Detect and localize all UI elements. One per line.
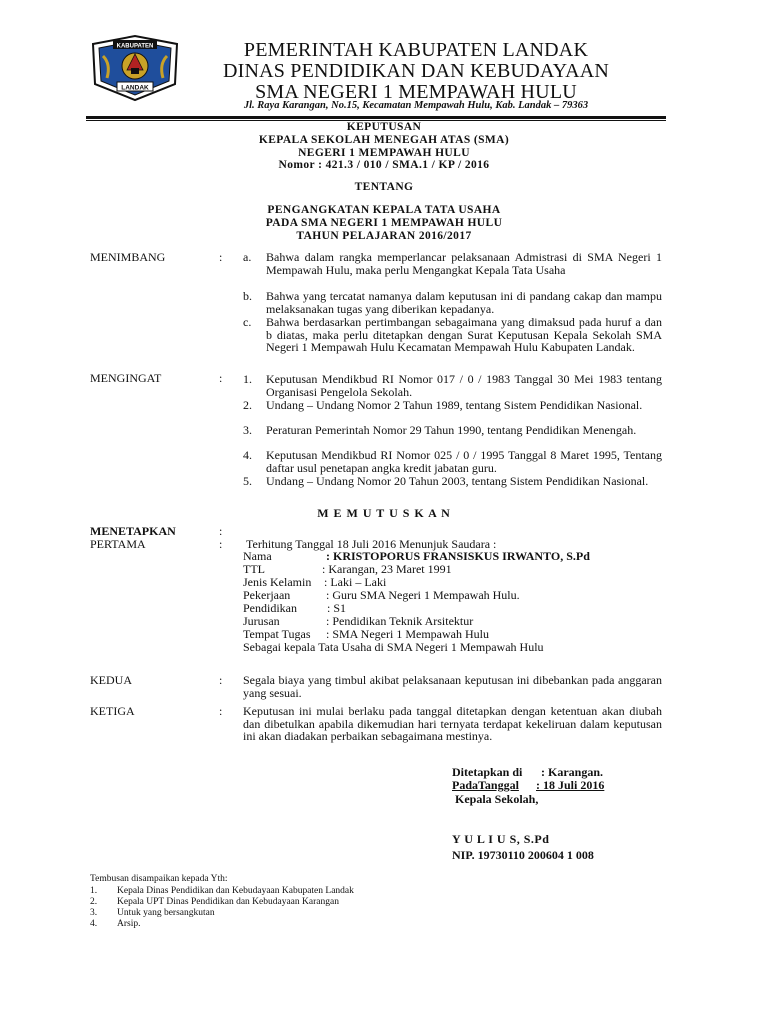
field-label-pekerjaan: Pekerjaan [243,588,291,602]
menimbang-marker-c: c. [243,315,252,329]
menimbang-marker-b: b. [243,289,252,303]
tembusan-marker-1: 1. [90,886,98,896]
mengingat-item-1: Keputusan Mendikbud RI Nomor 017 / 0 / 1983 Tanggal 30 Mei 1983 tentang Organisasi Pengelola Sekolah. [266,372,662,399]
signer-name: Y U L I U S, S.Pd [452,832,550,846]
subject-line-2: PADA SMA NEGERI 1 MEMPAWAH HULU [265,217,503,229]
menimbang-item-c: Bahwa berdasarkan pertimbangan sebagaimana yang dimaksud pada huruf a dan b diatas, maka perlu ditetapkan dengan Surat Keputusan Kepala Sekolah SMA Negeri 1 Mempawah Hulu Kecamatan Mempawah Hulu Kabupaten Landak. [266,315,662,355]
tembusan-marker-3: 3. [90,908,98,918]
tembusan-item-1: Kepala Dinas Pendidikan dan Kebudayaan Kabupaten Landak [117,886,354,896]
logo-top-text: KABUPATEN [116,43,154,50]
letterhead-divider-thick [86,116,666,119]
menimbang-colon: : [219,250,223,264]
mengingat-marker-5: 5. [243,474,252,488]
field-value-jenis-kelamin: : Laki – Laki [324,575,387,589]
tanggal-label: PadaTanggal [452,778,519,792]
letterhead-line-3: SMA NEGERI 1 MEMPAWAH HULU [255,81,577,103]
mengingat-item-3: Peraturan Pemerintah Nomor 29 Tahun 1990, tentang Pendidikan Menengah. [266,423,637,437]
field-label-pendidikan: Pendidikan [243,601,297,615]
logo-bottom-text: LANDAK [121,84,149,92]
letterhead-address: Jl. Raya Karangan, No.15, Kecamatan Mempawah Hulu, Kab. Landak – 79363 [243,100,589,111]
field-value-pendidikan: : S1 [327,601,347,615]
field-value-pekerjaan: : Guru SMA Negeri 1 Mempawah Hulu. [326,588,520,602]
mengingat-colon: : [219,371,223,385]
mengingat-marker-1: 1. [243,372,252,386]
decree-title: KEPUTUSAN [346,121,422,133]
tembusan-marker-2: 2. [90,897,98,907]
kedua-label: KEDUA [90,673,132,687]
mengingat-marker-4: 4. [243,448,252,462]
decree-number: Nomor : 421.3 / 010 / SMA.1 / KP / 2016 [278,159,490,171]
subject-line-1: PENGANGKATAN KEPALA TATA USAHA [267,204,501,216]
pertama-label: PERTAMA [90,537,146,551]
field-label-jenis-kelamin: Jenis Kelamin [243,575,312,589]
signer-position: Kepala Sekolah, [455,792,539,806]
ketiga-text: Keputusan ini mulai berlaku pada tanggal ditetapkan dengan ketentuan akan diubah dan dibetulkan apabila dikemudian hari ternyata terdapat kekeliruan dalam keputusan ini akan diadakan perbaikan sebagaimana mestinya. [243,704,662,744]
menimbang-item-b: Bahwa yang tercatat namanya dalam keputusan ini di pandang cakap dan mampu melaksanakan tugas yang diberikan kepadanya. [266,289,662,316]
pertama-intro: Terhitung Tanggal 18 Juli 2016 Menunjuk Saudara : [246,537,497,551]
ketiga-colon: : [219,704,223,718]
menetapkan-label: MENETAPKAN [90,524,176,538]
pertama-colon: : [219,537,223,551]
menimbang-marker-a: a. [243,250,252,264]
mengingat-marker-2: 2. [243,398,252,412]
tembusan-item-4: Arsip. [117,919,141,929]
ditetapkan-value: : Karangan. [541,765,604,779]
menetapkan-colon: : [219,524,223,538]
tembusan-marker-4: 4. [90,919,98,929]
decree-title-line-2: KEPALA SEKOLAH MENEGAH ATAS (SMA) [258,134,510,146]
field-label-jurusan: Jurusan [243,614,280,628]
decree-title-line-3: NEGERI 1 MEMPAWAH HULU [298,147,470,159]
signer-nip: NIP. 19730110 200604 1 008 [452,848,594,862]
mengingat-marker-3: 3. [243,423,252,437]
mengingat-label: MENGINGAT [90,371,162,385]
kedua-text: Segala biaya yang timbul akibat pelaksanaan keputusan ini dibebankan pada anggaran yang sesuai. [243,673,662,700]
tembusan-title: Tembusan disampaikan kepada Yth: [90,874,228,884]
tentang-heading: TENTANG [354,181,414,193]
field-value-jurusan: : Pendidikan Teknik Arsitektur [326,614,474,628]
menimbang-item-a: Bahwa dalam rangka memperlancar pelaksanaan Admistrasi di SMA Negeri 1 Mempawah Hulu, maka perlu Mengangkat Kepala Tata Usaha [266,250,662,277]
tembusan-item-2: Kepala UPT Dinas Pendidikan dan Kebudayaan Karangan [117,897,339,907]
field-label-ttl: TTL [243,562,265,576]
ditetapkan-label: Ditetapkan di [452,765,523,779]
field-value-nama: : KRISTOPORUS FRANSISKUS IRWANTO, S.Pd [326,549,590,563]
letterhead-line-1: PEMERINTAH KABUPATEN LANDAK [243,39,589,61]
ketiga-label: KETIGA [90,704,135,718]
letterhead-line-2: DINAS PENDIDIKAN DAN KEBUDAYAAN [222,60,609,82]
field-value-tempat-tugas: : SMA Negeri 1 Mempawah Hulu [326,627,489,641]
mengingat-item-2: Undang – Undang Nomor 2 Tahun 1989, tentang Sistem Pendidikan Nasional. [266,398,643,412]
landak-emblem-logo [87,34,183,102]
pertama-closing: Sebagai kepala Tata Usaha di SMA Negeri 1 Mempawah Hulu [243,640,544,654]
field-label-nama: Nama [243,549,272,563]
mengingat-item-5: Undang – Undang Nomor 20 Tahun 2003, tentang Sistem Pendidikan Nasional. [266,474,649,488]
memutuskan-heading: M E M U T U S K A N [317,506,451,520]
subject-line-3: TAHUN PELAJARAN 2016/2017 [296,230,472,242]
tanggal-value: : 18 Juli 2016 [536,778,605,792]
mengingat-item-4: Keputusan Mendikbud RI Nomor 025 / 0 / 1995 Tanggal 8 Maret 1995, Tentang daftar usul penetapan angka kredit jabatan guru. [266,448,662,475]
field-value-ttl: : Karangan, 23 Maret 1991 [322,562,452,576]
menimbang-label: MENIMBANG [90,250,166,264]
kedua-colon: : [219,673,223,687]
tembusan-item-3: Untuk yang bersangkutan [117,908,215,918]
field-label-tempat-tugas: Tempat Tugas [243,627,311,641]
